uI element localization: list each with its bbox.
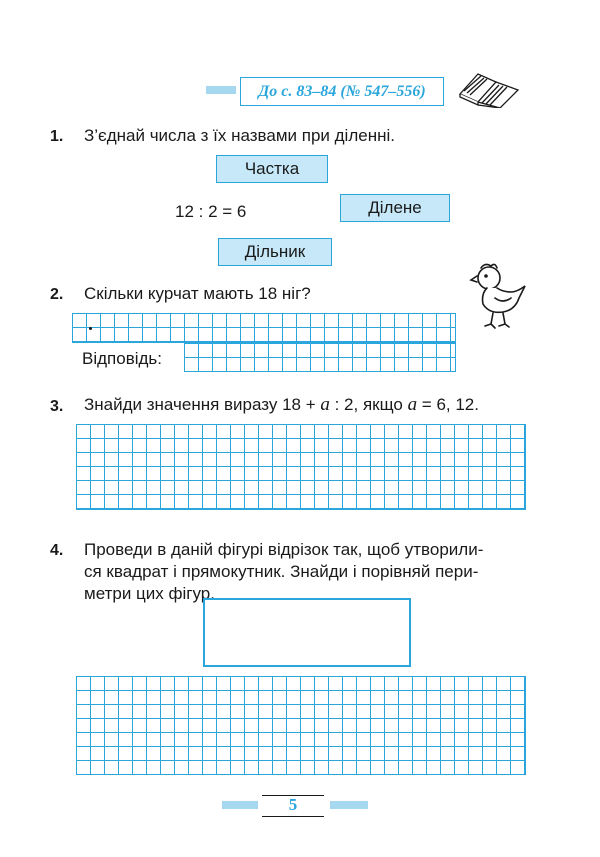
solution-grid-task2[interactable] — [72, 313, 456, 343]
page-number: 5 — [288, 795, 298, 814]
header-label: До с. 83–84 (№ 547–556) — [240, 77, 444, 106]
task4-text-line2: ся квадрат і прямокутник. Знайди і порівняй пери- — [84, 562, 479, 581]
answer-grid[interactable] — [184, 343, 456, 372]
chick-icon — [467, 258, 529, 330]
quotient-box[interactable]: Частка — [216, 155, 328, 183]
task1-text: З’єднай числа з їх назвами при діленні. — [84, 126, 395, 145]
open-book-icon — [456, 68, 522, 108]
task4-text-line1: Проведи в даній фігурі відрізок так, щоб утворили- — [84, 540, 484, 559]
grid-dot — [89, 327, 92, 330]
task1-number: 1. — [50, 128, 64, 145]
footer-bar-right — [330, 801, 368, 809]
task1-equation: 12 : 2 = 6 — [175, 202, 247, 221]
task4-number: 4. — [50, 542, 64, 559]
task4-text-line3: метри цих фігур. — [84, 584, 215, 603]
variable-a: a — [407, 394, 418, 415]
solution-grid-task4[interactable] — [76, 676, 526, 775]
header-bar — [206, 86, 236, 94]
solution-grid-task3[interactable] — [76, 424, 526, 510]
dividend-box[interactable]: Ділене — [340, 194, 450, 222]
variable-a: a — [320, 394, 330, 415]
task2-number: 2. — [50, 286, 64, 303]
task3-text-after: = 6, 12. — [417, 395, 479, 414]
task3-text-before: Знайди значення виразу 18 + — [84, 395, 321, 414]
task2-text: Скільки курчат мають 18 ніг? — [84, 284, 311, 303]
task3-text-mid: : 2, якщо — [329, 395, 408, 414]
rectangle-figure[interactable] — [203, 598, 411, 667]
task3-number: 3. — [50, 398, 64, 415]
answer-label: Відповідь: — [82, 349, 163, 368]
footer-bar-left — [222, 801, 258, 809]
divisor-box[interactable]: Дільник — [218, 238, 332, 266]
task3-text — [84, 394, 479, 416]
